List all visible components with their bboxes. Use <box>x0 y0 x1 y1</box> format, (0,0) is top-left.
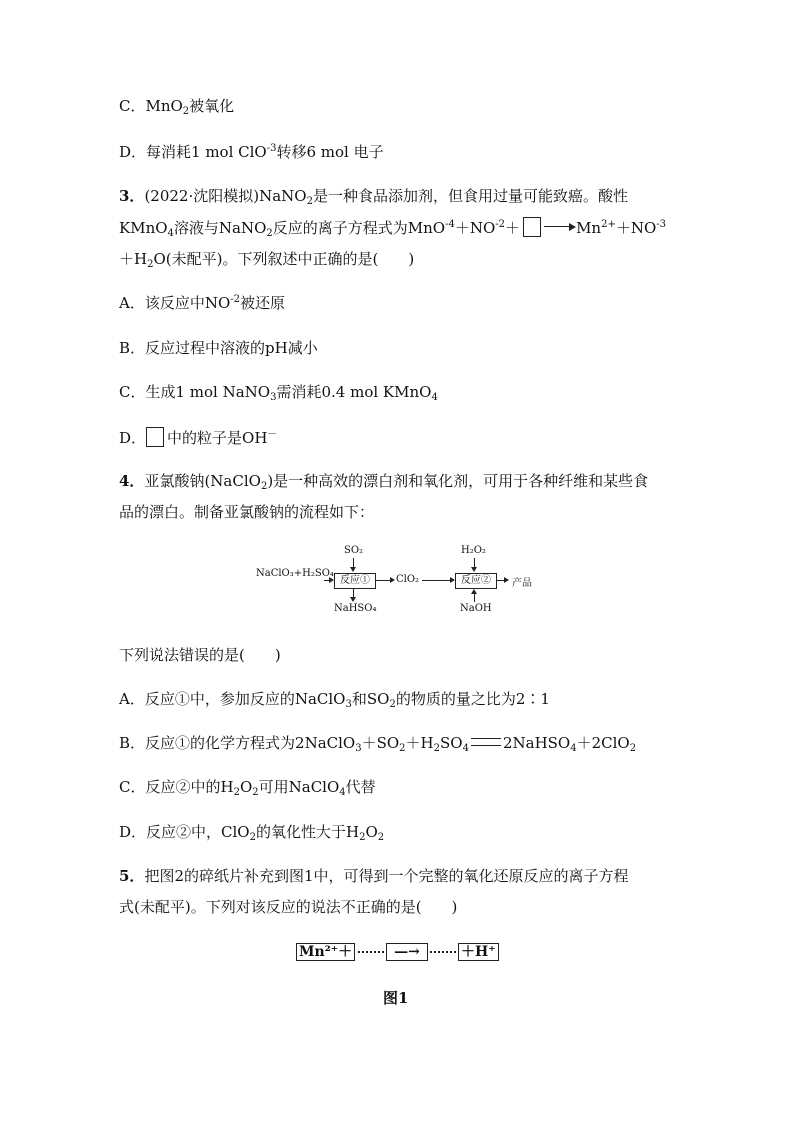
text: 反应的离子方程式为MnO <box>272 219 446 237</box>
q4-option-d <box>119 822 384 842</box>
subscript: 4 <box>431 392 438 403</box>
subscript: 2 <box>377 832 385 843</box>
reaction-2-box: 反应② <box>455 573 497 589</box>
question-3-line-3 <box>119 249 414 269</box>
arrow-down-icon <box>350 597 356 602</box>
arrow-right-icon <box>390 577 395 583</box>
text: B．反应①的化学方程式为2NaClO <box>119 734 356 752</box>
figure-1-caption: 图1 <box>383 989 409 1007</box>
equation-piece-h: ＋H⁺ <box>458 943 499 961</box>
q4-option-a <box>119 689 550 709</box>
q3-option-a <box>119 293 285 313</box>
text: )是一种高效的漂白剂和氧化剂，可用于各种纤维和某些食 <box>267 472 649 490</box>
subscript: 4 <box>339 787 346 798</box>
question-5-line-1 <box>119 866 629 886</box>
text: C．MnO <box>119 97 183 115</box>
blank-box <box>146 427 164 447</box>
text: 的氧化性大于H <box>255 823 360 841</box>
subscript: 2 <box>233 787 240 798</box>
flow-arrow-line <box>496 580 504 581</box>
superscript: -4 <box>445 219 455 230</box>
flow-reagent-h2o2: H₂O₂ <box>461 545 486 556</box>
flow-byproduct-nahso4: NaHSO₄ <box>334 603 377 614</box>
subscript: 2 <box>249 832 256 843</box>
blank-box <box>523 217 541 237</box>
text: 代替 <box>345 778 376 796</box>
q4-option-b <box>119 733 636 753</box>
question-number: 3． <box>119 187 145 205</box>
superscript: － <box>267 429 278 440</box>
text: 和SO <box>351 690 390 708</box>
subscript: 3 <box>355 743 362 754</box>
subscript: 2 <box>147 259 154 270</box>
text: 被还原 <box>240 294 286 312</box>
text: 亚氯酸钠(NaClO <box>144 472 261 490</box>
text: ＋NO <box>615 219 657 237</box>
subscript: 4 <box>167 228 174 239</box>
arrow-down-icon <box>471 567 477 572</box>
q4-option-c <box>119 777 376 797</box>
q3-option-d <box>119 427 277 448</box>
question-5-line-2 <box>119 897 457 917</box>
arrow-right-icon <box>504 577 509 583</box>
flow-product-label: 产品 <box>512 578 532 589</box>
option-d-line <box>119 142 384 162</box>
flow-input-label: NaClO₃+H₂SO₄ <box>256 568 334 579</box>
question-number: 4． <box>119 472 145 490</box>
subscript: 2 <box>359 832 366 843</box>
text: 下列说法错误的是( ) <box>119 646 281 664</box>
subscript: 2 <box>182 106 190 117</box>
subscript: 4 <box>570 743 577 754</box>
equation-piece-arrow: —→ <box>386 943 428 961</box>
reaction-arrow-icon <box>544 222 576 232</box>
text: (2022·沈阳模拟)NaNO <box>144 187 307 205</box>
text: A．反应①中，参加反应的NaClO <box>119 690 346 708</box>
reaction-1-box: 反应① <box>334 573 376 589</box>
flow-arrow-line <box>375 580 390 581</box>
text: 的物质的量之比为2∶1 <box>395 690 550 708</box>
subscript: 2 <box>252 787 259 798</box>
text: Mn <box>576 219 602 237</box>
text: ＋NO <box>454 219 496 237</box>
text: D． <box>119 429 147 447</box>
flow-intermediate-clo2: ClO₂ <box>396 574 420 585</box>
text: ＋ <box>505 219 521 237</box>
question-3-line-1 <box>119 186 628 206</box>
text: ＋SO <box>361 734 400 752</box>
text: 溶液与NaNO <box>173 219 267 237</box>
text: 式(未配平)。下列对该反应的说法不正确的是( ) <box>119 898 458 916</box>
subscript: 2 <box>266 228 273 239</box>
text: SO <box>440 734 463 752</box>
text: 品的漂白。制备亚氯酸钠的流程如下： <box>119 503 375 521</box>
text: C．反应②中的H <box>119 778 234 796</box>
text: 被氧化 <box>189 97 235 115</box>
process-flow-diagram <box>256 545 556 620</box>
text: O <box>239 778 253 796</box>
subscript: 3 <box>270 392 277 403</box>
text: 转移6 mol 电子 <box>276 143 384 161</box>
text: A．该反应中NO <box>119 294 231 312</box>
text: 中的粒子是OH <box>167 429 268 447</box>
text: C．生成1 mol NaNO <box>119 383 271 401</box>
flow-arrow-line <box>474 594 475 602</box>
q3-option-c <box>119 382 438 402</box>
dotted-connector <box>358 951 384 953</box>
subscript: 2 <box>260 481 268 492</box>
text: O(未配平)。下列叙述中正确的是( ) <box>153 250 415 268</box>
question-number: 5． <box>119 867 145 885</box>
text: 2NaHSO <box>502 734 571 752</box>
flow-reagent-naoh: NaOH <box>460 603 492 614</box>
superscript: -2 <box>495 219 506 230</box>
superscript: 2+ <box>601 219 616 230</box>
equals-sign-icon <box>471 738 501 746</box>
text: B．反应过程中溶液的pH减小 <box>119 339 318 357</box>
arrow-down-icon <box>350 567 356 572</box>
q4-prompt <box>119 645 281 665</box>
superscript: -3 <box>266 143 277 154</box>
dotted-connector <box>430 951 456 953</box>
flow-reagent-so2: SO₂ <box>344 545 364 556</box>
superscript: -3 <box>656 219 667 230</box>
question-4-line-1 <box>119 471 648 491</box>
q3-option-b <box>119 338 318 358</box>
text: 是一种食品添加剂，但食用过量可能致癌。酸性 <box>312 187 628 205</box>
subscript: 2 <box>399 743 406 754</box>
subscript: 4 <box>462 743 469 754</box>
text: 把图2的碎纸片补充到图1中，可得到一个完整的氧化还原反应的离子方程 <box>144 867 629 885</box>
text: KMnO <box>119 219 168 237</box>
subscript: 2 <box>389 699 396 710</box>
text: 需消耗0.4 mol KMnO <box>276 383 432 401</box>
superscript: -2 <box>230 294 241 305</box>
text: D．每消耗1 mol ClO <box>119 143 267 161</box>
text: O <box>365 823 378 841</box>
equation-piece-mn: Mn²⁺＋ <box>296 943 355 961</box>
text: 可用NaClO <box>258 778 340 796</box>
question-4-line-2 <box>119 502 374 522</box>
subscript: 3 <box>345 699 352 710</box>
subscript: 2 <box>306 196 313 207</box>
subscript: 2 <box>629 743 637 754</box>
flow-arrow-line <box>422 580 450 581</box>
option-c-line <box>119 96 234 116</box>
text: ＋H <box>405 734 434 752</box>
subscript: 2 <box>433 743 441 754</box>
question-3-line-2 <box>119 217 666 238</box>
text: ＋H <box>119 250 148 268</box>
text: ＋2ClO <box>576 734 630 752</box>
text: D．反应②中，ClO <box>119 823 250 841</box>
